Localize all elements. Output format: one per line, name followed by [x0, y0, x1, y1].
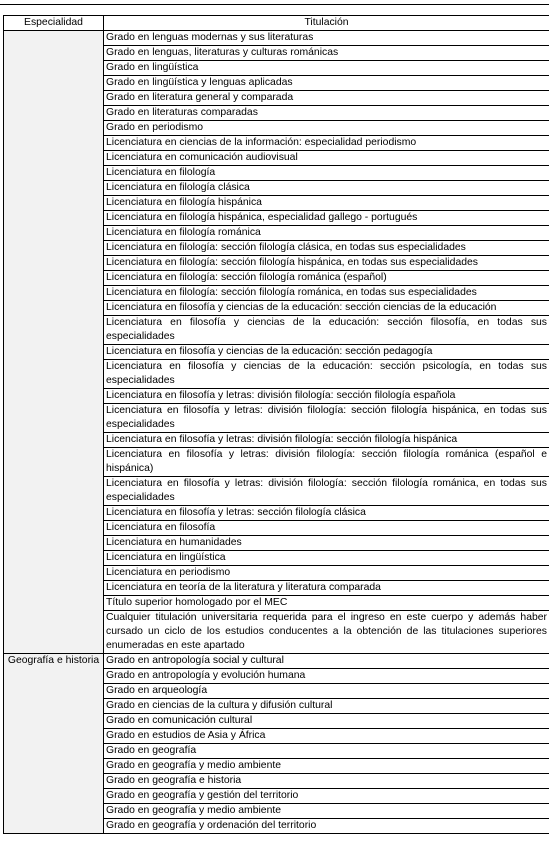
titulacion-cell: Grado en lingüística	[104, 61, 549, 76]
titulacion-cell: Licenciatura en filosofía y letras: división filología: sección filología hispánica	[104, 433, 549, 448]
titulacion-cell: Licenciatura en ciencias de la información: especialidad periodismo	[104, 136, 549, 151]
titulacion-cell: Licenciatura en teoría de la literatura y literatura comparada	[104, 581, 549, 596]
titulacion-cell: Licenciatura en periodismo	[104, 566, 549, 581]
titulacion-cell: Grado en literaturas comparadas	[104, 106, 549, 121]
titulacion-cell: Grado en geografía y medio ambiente	[104, 804, 549, 819]
titulacion-cell: Licenciatura en filosofía y ciencias de la educación: sección ciencias de la educación	[104, 301, 549, 316]
titulacion-cell: Licenciatura en lingüística	[104, 551, 549, 566]
titulacion-cell: Licenciatura en filología: sección filología hispánica, en todas sus especialidades	[104, 256, 549, 271]
titulacion-cell: Licenciatura en filosofía y letras: división filología: sección filología románica, en todas sus especialidades	[104, 477, 549, 506]
titulacion-cell: Grado en literatura general y comparada	[104, 91, 549, 106]
especialidad-cell	[4, 31, 104, 654]
titulacion-cell: Licenciatura en filosofía	[104, 521, 549, 536]
titulacion-cell: Licenciatura en comunicación audiovisual	[104, 151, 549, 166]
titulacion-cell: Licenciatura en filología clásica	[104, 181, 549, 196]
table-body	[4, 31, 549, 834]
titulacion-cell: Grado en periodismo	[104, 121, 549, 136]
titulacion-cell: Grado en arqueología	[104, 684, 549, 699]
titulaciones-table	[3, 15, 549, 834]
titulacion-cell: Licenciatura en filología: sección filología románica (español)	[104, 271, 549, 286]
titulacion-cell: Grado en geografía	[104, 744, 549, 759]
titulacion-cell: Grado en geografía y medio ambiente	[104, 759, 549, 774]
titulacion-cell: Grado en lingüística y lenguas aplicadas	[104, 76, 549, 91]
titulacion-cell: Licenciatura en filología románica	[104, 226, 549, 241]
titulacion-cell: Título superior homologado por el MEC	[104, 596, 549, 611]
titulacion-cell: Licenciatura en filología: sección filología románica, en todas sus especialidades	[104, 286, 549, 301]
top-rule	[0, 4, 549, 5]
titulacion-cell: Grado en estudios de Asia y África	[104, 729, 549, 744]
titulacion-cell: Grado en geografía y ordenación del territorio	[104, 819, 549, 834]
titulacion-cell: Licenciatura en filosofía y letras: división filología: sección filología hispánica, en todas sus especialidades	[104, 404, 549, 433]
titulacion-cell: Licenciatura en filología hispánica	[104, 196, 549, 211]
titulacion-cell: Grado en lenguas, literaturas y culturas románicas	[104, 46, 549, 61]
header-row	[4, 16, 549, 31]
titulacion-cell: Licenciatura en filosofía y letras: división filología: sección filología románica (español e hispánica)	[104, 448, 549, 477]
titulacion-cell: Grado en geografía y gestión del territorio	[104, 789, 549, 804]
titulacion-cell: Licenciatura en filología	[104, 166, 549, 181]
titulacion-cell: Grado en antropología social y cultural	[104, 654, 549, 669]
titulacion-cell: Licenciatura en filosofía y ciencias de la educación: sección psicología, en todas sus especialidades	[104, 360, 549, 389]
titulacion-cell: Licenciatura en humanidades	[104, 536, 549, 551]
header-titulacion: Titulación	[104, 16, 549, 31]
titulacion-cell: Licenciatura en filología: sección filología clásica, en todas sus especialidades	[104, 241, 549, 256]
titulacion-cell: Licenciatura en filosofía y ciencias de la educación: sección filosofía, en todas sus especialidades	[104, 316, 549, 345]
table-row	[4, 654, 549, 669]
header-especialidad: Especialidad	[4, 16, 104, 31]
titulacion-cell: Grado en antropología y evolución humana	[104, 669, 549, 684]
titulacion-cell: Cualquier titulación universitaria requerida para el ingreso en este cuerpo y además haber cursado un ciclo de los estudios conducentes a la obtención de las titulaciones superiores enumeradas en este apartado	[104, 611, 549, 654]
titulacion-cell: Licenciatura en filosofía y ciencias de la educación: sección pedagogía	[104, 345, 549, 360]
titulacion-cell: Licenciatura en filología hispánica, especialidad gallego - portugués	[104, 211, 549, 226]
especialidad-cell: Geografía e historia	[4, 654, 104, 834]
titulacion-cell: Grado en lenguas modernas y sus literaturas	[104, 31, 549, 46]
titulacion-cell: Grado en comunicación cultural	[104, 714, 549, 729]
titulacion-cell: Grado en ciencias de la cultura y difusión cultural	[104, 699, 549, 714]
titulacion-cell: Licenciatura en filosofía y letras: división filología: sección filología española	[104, 389, 549, 404]
table-row	[4, 31, 549, 46]
titulacion-cell: Grado en geografía e historia	[104, 774, 549, 789]
titulacion-cell: Licenciatura en filosofía y letras: sección filología clásica	[104, 506, 549, 521]
